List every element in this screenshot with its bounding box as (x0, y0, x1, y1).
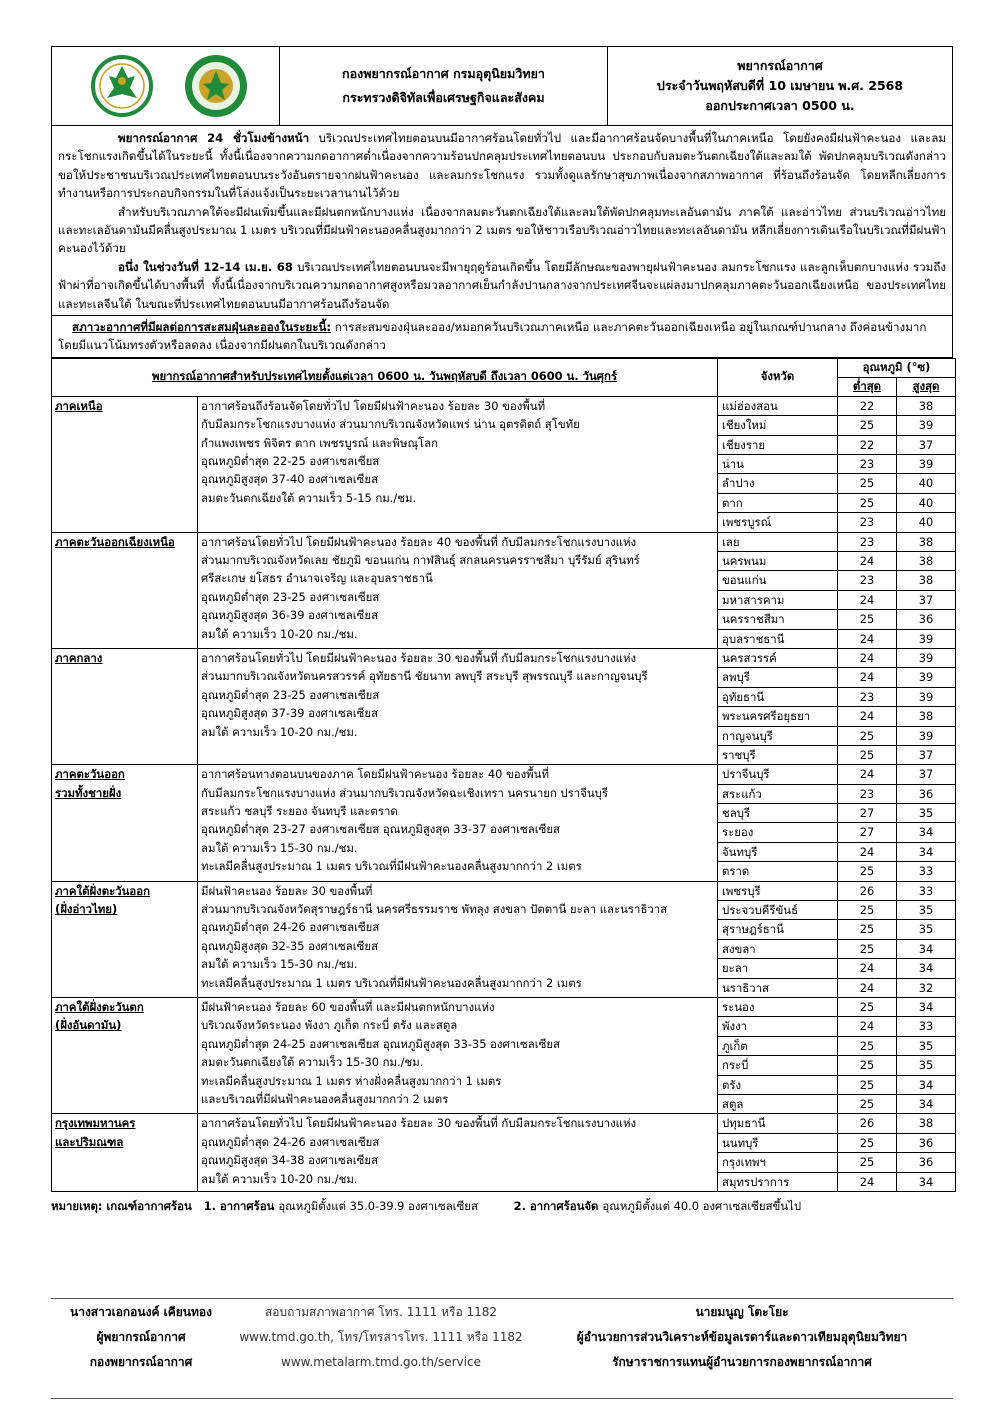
province-name: เลย (718, 533, 837, 552)
province-name: สระแก้ว (718, 785, 837, 804)
description-line: อุณหภูมิสูงสุด 32-35 องศาเซลเซียส (201, 938, 379, 953)
province-name: นราธิวาส (722, 980, 769, 995)
date-block (608, 47, 952, 125)
min-temp-value: 23 (838, 571, 896, 590)
max-temp-value: 38 (897, 707, 955, 726)
max-temp-list (897, 997, 956, 1113)
province-name: น่าน (718, 455, 837, 474)
max-temp-value: 38 (897, 533, 955, 552)
summary-line: หลีกเลี่ยงการเดินเรือในบริเวณที่มีฝนฟ้าคะนองไว้ด้วย (58, 223, 946, 256)
description-line: กับมีลมกระโชกแรงบางแห่ง ส่วนมากบริเวณจังหวัดแพร่ น่าน อุตรดิตถ์ สุโขทัย (201, 417, 580, 432)
description-line: อุณหภูมิสูงสุด 37-39 องศาเซลเซียส (201, 706, 379, 721)
description-line: ลมใต้ ความเร็ว 15-30 กม./ชม. (201, 840, 358, 855)
min-temp-value: 23 (838, 455, 896, 474)
director-role: ผู้อำนวยการส่วนวิเคราะห์ข้อมูลเรดาร์และดาวเทียมอุตุนิยมวิทยา (576, 1330, 908, 1344)
min-temp-list (838, 1114, 897, 1192)
max-temp-value: 35 (897, 1037, 955, 1056)
max-temp-value: 34 (897, 940, 955, 959)
max-temp-list (897, 1114, 956, 1192)
general-summary (51, 126, 953, 316)
min-temp-value: 23 (838, 688, 896, 707)
max-temp-value: 39 (897, 455, 955, 474)
min-temp-value: 25 (838, 610, 896, 629)
description-line: ทะเลมีคลื่นสูงประมาณ 1 เมตร ห่างฝั่งคลื่นสูงมากกว่า 1 เมตร (201, 1073, 502, 1088)
tmd-logo (183, 53, 249, 119)
province-name: กรุงเทพฯ (718, 1153, 837, 1172)
min-temp-value: 25 (838, 901, 896, 920)
province-name: ราชบุรี (722, 747, 756, 762)
region-name (52, 396, 198, 532)
max-temp-value: 38 (897, 571, 955, 590)
max-temp-list (897, 881, 956, 997)
description-line: ทะเลมีคลื่นสูงประมาณ 1 เมตร บริเวณที่มีฝนฟ้าคะนองคลื่นสูงมากกว่า 2 เมตร (201, 859, 582, 874)
region-row (52, 765, 956, 881)
region-row (52, 997, 956, 1113)
province-name: ลพบุรี (718, 668, 837, 687)
max-temp-value: 39 (897, 649, 955, 668)
province-name: ตรัง (718, 1076, 837, 1095)
max-temp-value: 35 (897, 804, 955, 823)
province-name: พระนครศรีอยุธยา (718, 707, 837, 726)
min-temp-list (838, 648, 897, 764)
description-line: อุณหภูมิต่ำสุด 23-27 องศาเซลเซียส อุณหภูมิสูงสุด 33-37 องศาเซลเซียส (201, 822, 560, 837)
max-temp-value: 34 (897, 959, 955, 978)
province-name: แม่ฮ่องสอน (718, 397, 837, 416)
summary-para-1-heading: พยากรณ์อากาศ 24 ชั่วโมงข้างหน้า (118, 131, 310, 145)
max-temp-list (897, 396, 956, 532)
director-name: นายมนูญ โตะโยะ (695, 1305, 789, 1319)
heat-criteria-note (51, 1198, 953, 1216)
region-name (52, 765, 198, 881)
min-temp-value: 24 (838, 707, 896, 726)
province-list (718, 648, 838, 764)
forecast-body (52, 396, 956, 1191)
province-name: กระบี่ (718, 1056, 837, 1075)
description-line: ลมตะวันตกเฉียงใต้ ความเร็ว 15-30 กม./ชม. (201, 1055, 424, 1070)
min-temp-value: 25 (838, 416, 896, 435)
description-line: มีฝนฟ้าคะนอง ร้อยละ 30 ของพื้นที่ (201, 883, 373, 898)
region-name-line: ภาคใต้ฝั่งตะวันตก (55, 999, 144, 1014)
description-line: ลมใต้ ความเร็ว 10-20 กม./ชม. (201, 1171, 358, 1186)
min-temp-value: 24 (838, 1017, 896, 1036)
province-list (718, 997, 838, 1113)
max-temp-value: 39 (897, 727, 955, 746)
forecast-title: พยากรณ์อากาศ (737, 58, 823, 73)
region-name (52, 532, 198, 648)
region-name-line: (ฝั่งอันดามัน) (55, 1018, 122, 1033)
description-line: อากาศร้อนโดยทั่วไป โดยมีฝนฟ้าคะนอง ร้อยละ 30 ของพื้นที่ กับมีลมกระโชกแรงบางแห่ง (201, 1116, 637, 1131)
province-name: อุบลราชธานี (722, 631, 785, 646)
min-temp-value: 22 (838, 436, 896, 455)
region-name (52, 997, 198, 1113)
region-name-line: (ฝั่งอ่าวไทย) (55, 902, 118, 917)
region-name (52, 1114, 198, 1192)
description-line: ศรีสะเกษ ยโสธร อำนาจเจริญ และอุบลราชธานี (201, 571, 433, 586)
description-line: อากาศร้อนโดยทั่วไป โดยมีฝนฟ้าคะนอง ร้อยละ 30 ของพื้นที่ กับมีลมกระโชกแรงบางแห่ง (201, 650, 637, 665)
ministry-logo (83, 54, 161, 118)
province-name: เพชรบุรี (718, 882, 837, 901)
province-name: ปราจีนบุรี (718, 765, 837, 784)
min-temp-value: 24 (838, 765, 896, 784)
max-temp-value: 36 (897, 1134, 955, 1153)
province-name: ระนอง (718, 998, 837, 1017)
contact-phone: สอบถามสภาพอากาศ โทร. 1111 หรือ 1182 (264, 1305, 498, 1319)
min-temp-value: 25 (838, 920, 896, 939)
contact-website[interactable]: www.tmd.go.th, โทร/โทรสารโทร. 1111 หรือ 1182 (239, 1330, 523, 1344)
description-line: ส่วนมากบริเวณจังหวัดสุราษฎร์ธานี นครศรีธรรมราช พัทลุง สงขลา ปัตตานี ยะลา และนราธิวาส (201, 902, 668, 917)
region-row (52, 881, 956, 997)
min-temp-list (838, 396, 897, 532)
province-name: ปทุมธานี (718, 1114, 837, 1133)
description-line: อุณหภูมิสูงสุด 37-40 องศาเซลเซียส (201, 472, 379, 487)
max-temp-value: 34 (897, 998, 955, 1017)
max-temp-list (897, 765, 956, 881)
summary-line: รวมถึงฟ้าผ่าที่อาจเกิดขึ้นได้บางพื้นที่ ทั้งนี้เนื่องจากบริเวณความกดอากาศสูงหรือมวลอากาศเย็นกำลังปานกลางจากประเทศจีนจะแผ่ลงมาปกคลุมภาคตะวันออกเฉียงเหนือ (58, 259, 946, 293)
forecaster-signature (51, 1300, 231, 1375)
description-line: อุณหภูมิต่ำสุด 24-26 องศาเซลเซียส (201, 1134, 380, 1149)
summary-para-2 (58, 203, 946, 258)
air-quality-section (51, 316, 953, 358)
max-temp-value: 39 (918, 631, 934, 646)
province-name: ประจวบคีรีขันธ์ (718, 901, 837, 920)
region-description (198, 1114, 718, 1192)
province-name: ลำปาง (718, 474, 837, 493)
region-description (198, 997, 718, 1113)
max-temp-list (897, 532, 956, 648)
note-item-1-label: 1. อากาศร้อน (203, 1198, 275, 1213)
max-temp-value: 37 (897, 591, 955, 610)
max-temp-value: 37 (918, 747, 934, 762)
max-temp-value: 40 (897, 494, 955, 513)
max-temp-value: 38 (897, 397, 955, 416)
region-name-line: รวมทั้งชายฝั่ง (55, 785, 122, 800)
description-line: กำแพงเพชร พิจิตร ตาก เพชรบูรณ์ และพิษณุโลก (201, 435, 439, 450)
province-name: นครราชสีมา (718, 610, 837, 629)
description-line: อากาศร้อนโดยทั่วไป โดยมีฝนฟ้าคะนอง ร้อยละ 40 ของพื้นที่ กับมีลมกระโชกแรงบางแห่ง (201, 534, 637, 549)
description-line: บริเวณจังหวัดระนอง พังงา ภูเก็ต กระบี่ ตรัง และสตูล (201, 1018, 458, 1033)
min-temp-value: 25 (859, 864, 875, 879)
contact-info (231, 1300, 531, 1375)
province-name: เพชรบูรณ์ (722, 515, 772, 530)
province-name: ขอนแก่น (718, 571, 837, 590)
table-title: พยากรณ์อากาศสำหรับประเทศไทยตั้งแต่เวลา 0600 น. วันพฤหัสบดี ถึงเวลา 0600 น. วันศุกร์ (52, 358, 718, 396)
description-line: อุณหภูมิต่ำสุด 23-25 องศาเซลเซียส (201, 687, 380, 702)
min-temp-value: 24 (838, 959, 896, 978)
province-list (718, 1114, 838, 1192)
min-temp-list (838, 881, 897, 997)
min-temp-value: 25 (838, 1153, 896, 1172)
summary-line: และลมกระโชกแรงเกิดขึ้นได้ในระยะนี้ ทั้งนี้เนื่องจากความกดอากาศต่ำเนื่องจากความร้อนปกคลุมประเทศไทยตอนบน ประกอบกับลมตะวันตกเฉียงใต้และลมใต้ (58, 131, 946, 164)
summary-para-1 (58, 129, 946, 203)
max-temp-value: 34 (897, 1076, 955, 1095)
summary-line: บริเวณประเทศไทยตอนบนจะมีพายุฤดูร้อนเกิดขึ้น โดยมีลักษณะของพายุฝนฟ้าคะนอง ลมกระโชกแรง และลูกเห็บตกบางแห่ง (297, 259, 909, 274)
min-temp-value: 23 (838, 533, 896, 552)
province-name: นครสวรรค์ (718, 649, 837, 668)
note-label: หมายเหตุ: เกณฑ์อากาศร้อน (51, 1198, 192, 1213)
max-temp-value: 35 (897, 1056, 955, 1075)
note-item-1-text: อุณหภูมิตั้งแต่ 35.0-39.9 องศาเซลเซียส (278, 1198, 478, 1213)
min-temp-value: 25 (859, 747, 875, 762)
max-temp-value: 33 (897, 1017, 955, 1036)
province-name: สงขลา (718, 940, 837, 959)
min-temp-value: 24 (838, 668, 896, 687)
min-temp-value: 26 (838, 882, 896, 901)
min-temp-value: 24 (859, 1174, 875, 1189)
description-line: กับมีลมกระโชกแรงบางแห่ง ส่วนมากบริเวณจังหวัดฉะเชิงเทรา นครนายก ปราจีนบุรี (201, 785, 608, 800)
region-name-line: ภาคเหนือ (55, 398, 103, 413)
org-line-2: กระทรวงดิจิทัลเพื่อเศรษฐกิจและสังคม (342, 90, 545, 105)
forecaster-role: ผู้พยากรณ์อากาศ (96, 1330, 186, 1344)
summary-line: ที่ร้อนถึงร้อนจัด โดยหลีกเลี่ยงการทำงานหรือการประกอบกิจกรรมในที่โล่งแจ้งเป็นระยะเวลานานไว้ด้วย (58, 167, 946, 201)
max-temp-value: 37 (897, 765, 955, 784)
province-name: ภูเก็ต (718, 1037, 837, 1056)
forecast-sheet (51, 46, 953, 1216)
max-temp-value: 39 (897, 416, 955, 435)
description-line: ส่วนมากบริเวณจังหวัดนครสวรรค์ อุทัยธานี ชัยนาท ลพบุรี สระบุรี สุพรรณบุรี และกาญจนบุรี (201, 669, 648, 684)
region-row (52, 1114, 956, 1192)
min-temp-value: 27 (838, 804, 896, 823)
min-temp-value: 22 (838, 397, 896, 416)
description-line: ส่วนมากบริเวณจังหวัดเลย ชัยภูมิ ขอนแก่น กาฬสินธุ์ สกลนครนครราชสีมา บุรีรัมย์ สุรินทร์ (201, 553, 640, 567)
min-temp-value: 23 (838, 785, 896, 804)
org-line-1: กองพยากรณ์อากาศ กรมอุตุนิยมวิทยา (342, 66, 545, 81)
province-list (718, 532, 838, 648)
province-name: จันทบุรี (718, 843, 837, 862)
max-temp-value: 40 (918, 515, 934, 530)
logo-area (52, 47, 280, 125)
province-list (718, 396, 838, 532)
region-row (52, 396, 956, 532)
min-temp-value: 24 (859, 980, 875, 995)
air-quality-text: การสะสมของฝุ่นละออง/หมอกควันบริเวณภาคเหนือ และภาคตะวันออกเฉียงเหนือ อยู่ในเกณฑ์ปานกลาง (334, 320, 847, 335)
region-name-line: ภาคกลาง (55, 650, 103, 665)
region-name-line: ภาคตะวันออก (55, 767, 125, 782)
header (51, 46, 953, 126)
note-item-2-text: อุณหภูมิตั้งแต่ 40.0 องศาเซลเซียสขึ้นไป (602, 1198, 802, 1213)
province-name: นครพนม (718, 552, 837, 571)
province-name: เชียงใหม่ (718, 416, 837, 435)
min-temp-value: 25 (838, 1056, 896, 1075)
province-name: มหาสารคาม (718, 591, 837, 610)
summary-para-3-heading: อนึ่ง ในช่วงวันที่ 12-14 เม.ย. 68 (118, 259, 293, 274)
region-name-line: ภาคตะวันออกเฉียงเหนือ (55, 534, 175, 549)
province-name: ชลบุรี (718, 804, 837, 823)
description-line: มีฝนฟ้าคะนอง ร้อยละ 60 ของพื้นที่ และมีฝนตกหนักบางแห่ง (201, 999, 495, 1014)
min-temp-value: 24 (838, 843, 896, 862)
max-temp-value: 38 (897, 1114, 955, 1133)
min-temp-list (838, 532, 897, 648)
min-temp-value: 25 (838, 474, 896, 493)
summary-line: ส่วนบริเวณอ่าวไทยและทะเลอันดามันมีคลื่นสูงประมาณ 1 เมตร บริเวณที่มีฝนฟ้าคะนองคลื่นสูงมากกว่า 2 เมตร ขอให้ชาวเรือบริเวณอ่าวไทยและทะเลอันดามัน (58, 204, 947, 238)
max-temp-header: สูงสุด (897, 377, 956, 396)
max-temp-value: 40 (897, 474, 955, 493)
description-line: ลมใต้ ความเร็ว 15-30 กม./ชม. (201, 957, 358, 972)
description-line: ลมใต้ ความเร็ว 10-20 กม./ชม. (201, 626, 358, 641)
summary-line: สำหรับบริเวณภาคใต้จะมีฝนเพิ่มขึ้นและมีฝนตกหนักบางแห่ง เนื่องจากลมตะวันตกเฉียงใต้และลมใต้พัดปกคลุมทะเลอันดามัน ภาคใต้ และอ่าวไทย (118, 204, 843, 219)
organization-block (280, 47, 608, 125)
description-line: อากาศร้อนถึงร้อนจัดโดยทั่วไป โดยมีฝนฟ้าคะนอง ร้อยละ 30 ของพื้นที่ (201, 398, 546, 413)
max-temp-value: 36 (897, 610, 955, 629)
province-header: จังหวัด (718, 358, 838, 396)
province-name: สมุทรปราการ (722, 1174, 790, 1189)
description-line: อุณหภูมิต่ำสุด 24-26 องศาเซลเซียส (201, 920, 380, 935)
region-name (52, 881, 198, 997)
min-temp-header: ต่ำสุด (838, 377, 897, 396)
region-description (198, 648, 718, 764)
description-line: อุณหภูมิต่ำสุด 23-25 องศาเซลเซียส (201, 589, 380, 604)
issue-time: ออกประกาศเวลา 0500 น. (705, 98, 855, 113)
max-temp-value: 36 (897, 1153, 955, 1172)
director-dept: รักษาราชการแทนผู้อำนวยการกองพยากรณ์อากาศ (612, 1355, 872, 1369)
max-temp-value: 32 (918, 980, 934, 995)
max-temp-value: 34 (897, 843, 955, 862)
description-line: และบริเวณที่มีฝนฟ้าคะนองคลื่นสูงมากกว่า 2 เมตร (201, 1091, 449, 1106)
min-temp-list (838, 765, 897, 881)
province-name: กาญจนบุรี (718, 727, 837, 746)
region-row (52, 532, 956, 648)
max-temp-value: 36 (897, 785, 955, 804)
min-temp-value: 23 (859, 515, 875, 530)
min-temp-value: 25 (838, 940, 896, 959)
description-line: ทะเลมีคลื่นสูงประมาณ 1 เมตร บริเวณที่มีฝนฟ้าคะนองคลื่นสูงมากกว่า 2 เมตร (201, 975, 582, 990)
description-line: อุณหภูมิต่ำสุด 22-25 องศาเซลเซียส (201, 454, 380, 469)
min-temp-value: 25 (859, 1096, 875, 1111)
province-name: สุราษฎร์ธานี (718, 920, 837, 939)
min-temp-value: 26 (838, 1114, 896, 1133)
summary-line: บริเวณประเทศไทยตอนบนมีอากาศร้อนโดยทั่วไป และมีอากาศร้อนจัดบางพื้นที่ในภาคเหนือ โดยยังคงมีฝนฟ้าคะนอง (318, 131, 901, 145)
region-name (52, 648, 198, 764)
province-name: สตูล (722, 1096, 744, 1111)
description-line: อากาศร้อนทางตอนบนของภาค โดยมีฝนฟ้าคะนอง ร้อยละ 40 ของพื้นที่ (201, 767, 549, 782)
province-name: ระยอง (718, 823, 837, 842)
min-temp-value: 25 (838, 1134, 896, 1153)
province-name: นนทบุรี (718, 1134, 837, 1153)
province-list (718, 765, 838, 881)
max-temp-value: 39 (897, 668, 955, 687)
max-temp-value: 33 (897, 882, 955, 901)
province-name: อุทัยธานี (718, 688, 837, 707)
note-item-2-label: 2. อากาศร้อนจัด (513, 1198, 599, 1213)
forecaster-name: นางสาวเอกอนงค์ เคียนทอง (70, 1305, 212, 1319)
province-name: พังงา (718, 1017, 837, 1036)
min-temp-value: 25 (838, 1037, 896, 1056)
min-temp-value: 25 (838, 727, 896, 746)
region-description (198, 881, 718, 997)
max-temp-value: 35 (897, 920, 955, 939)
description-line: อุณหภูมิต่ำสุด 24-25 องศาเซลเซียส อุณหภูมิสูงสุด 33-35 องศาเซลเซียส (201, 1036, 560, 1051)
province-name: เชียงราย (718, 436, 837, 455)
max-temp-value: 38 (897, 552, 955, 571)
min-temp-value: 25 (838, 1076, 896, 1095)
max-temp-list (897, 648, 956, 764)
description-line: อุณหภูมิสูงสุด 34-38 องศาเซลเซียส (201, 1153, 379, 1168)
region-name-line: และปริมณฑล (55, 1134, 124, 1149)
summary-line: พัดปกคลุมบริเวณดังกล่าว ขอให้ประชาชนบริเวณประเทศไทยตอนบนระวังอันตรายจากฝนฟ้าคะนอง และลมกระโชกแรง รวมทั้งดูแลรักษาสุขภาพเนื่องจากสภาพอากาศ (58, 149, 947, 182)
min-temp-list (838, 997, 897, 1113)
max-temp-value: 34 (918, 1174, 934, 1189)
description-line: อุณหภูมิสูงสุด 36-39 องศาเซลเซียส (201, 608, 379, 623)
contact-service-link[interactable]: www.metalarm.tmd.go.th/service (281, 1355, 481, 1369)
signature-block (51, 1300, 953, 1375)
temperature-header: อุณหภูมิ (°ซ) (838, 358, 956, 377)
max-temp-value: 35 (897, 901, 955, 920)
max-temp-value: 34 (918, 1096, 934, 1111)
director-signature (531, 1300, 953, 1375)
min-temp-value: 24 (838, 591, 896, 610)
forecaster-dept: กองพยากรณ์อากาศ (89, 1355, 193, 1369)
region-name-line: กรุงเทพมหานคร (55, 1116, 136, 1131)
province-name: ยะลา (718, 959, 837, 978)
min-temp-value: 24 (859, 631, 875, 646)
min-temp-value: 25 (838, 998, 896, 1017)
description-line (201, 741, 714, 759)
signature-top-divider (51, 1298, 953, 1299)
min-temp-value: 27 (838, 823, 896, 842)
description-line: สระแก้ว ชลบุรี ระยอง จันทบุรี และตราด (201, 804, 398, 819)
region-name-line: ภาคใต้ฝั่งตะวันออก (55, 883, 150, 898)
summary-para-3 (58, 258, 946, 313)
region-row (52, 648, 956, 764)
province-list (718, 881, 838, 997)
air-quality-text: ถึงค่อนข้างมากโดยมีแนวโน้มทรงตัวหรือลดลง เนื่องจากมีฝนตกในบริเวณดังกล่าว (58, 320, 927, 353)
max-temp-value: 33 (918, 864, 934, 879)
region-description (198, 396, 718, 532)
region-description (198, 532, 718, 648)
min-temp-value: 25 (838, 494, 896, 513)
max-temp-value: 37 (897, 436, 955, 455)
summary-line: ของประเทศไทยและทะเลจีนใต้ ในขณะที่ประเทศไทยตอนบนมีอากาศร้อนถึงร้อนจัด (58, 278, 946, 311)
province-name: ตราด (722, 864, 750, 879)
footer-divider (51, 1398, 953, 1399)
description-line: ลมใต้ ความเร็ว 10-20 กม./ชม. (201, 724, 358, 739)
forecast-date: ประจำวันพฤหัสบดีที่ 10 เมษายน พ.ศ. 2568 (656, 78, 904, 93)
min-temp-value: 24 (838, 552, 896, 571)
min-temp-value: 24 (838, 649, 896, 668)
max-temp-value: 34 (897, 823, 955, 842)
province-name: ตาก (718, 494, 837, 513)
regional-forecast-table (51, 358, 956, 1192)
max-temp-value: 39 (897, 688, 955, 707)
air-quality-label: สภาวะอากาศที่มีผลต่อการสะสมฝุ่นละอองในระยะนี้: (72, 320, 332, 335)
region-description (198, 765, 718, 881)
description-line: ลมตะวันตกเฉียงใต้ ความเร็ว 5-15 กม./ชม. (201, 490, 417, 505)
